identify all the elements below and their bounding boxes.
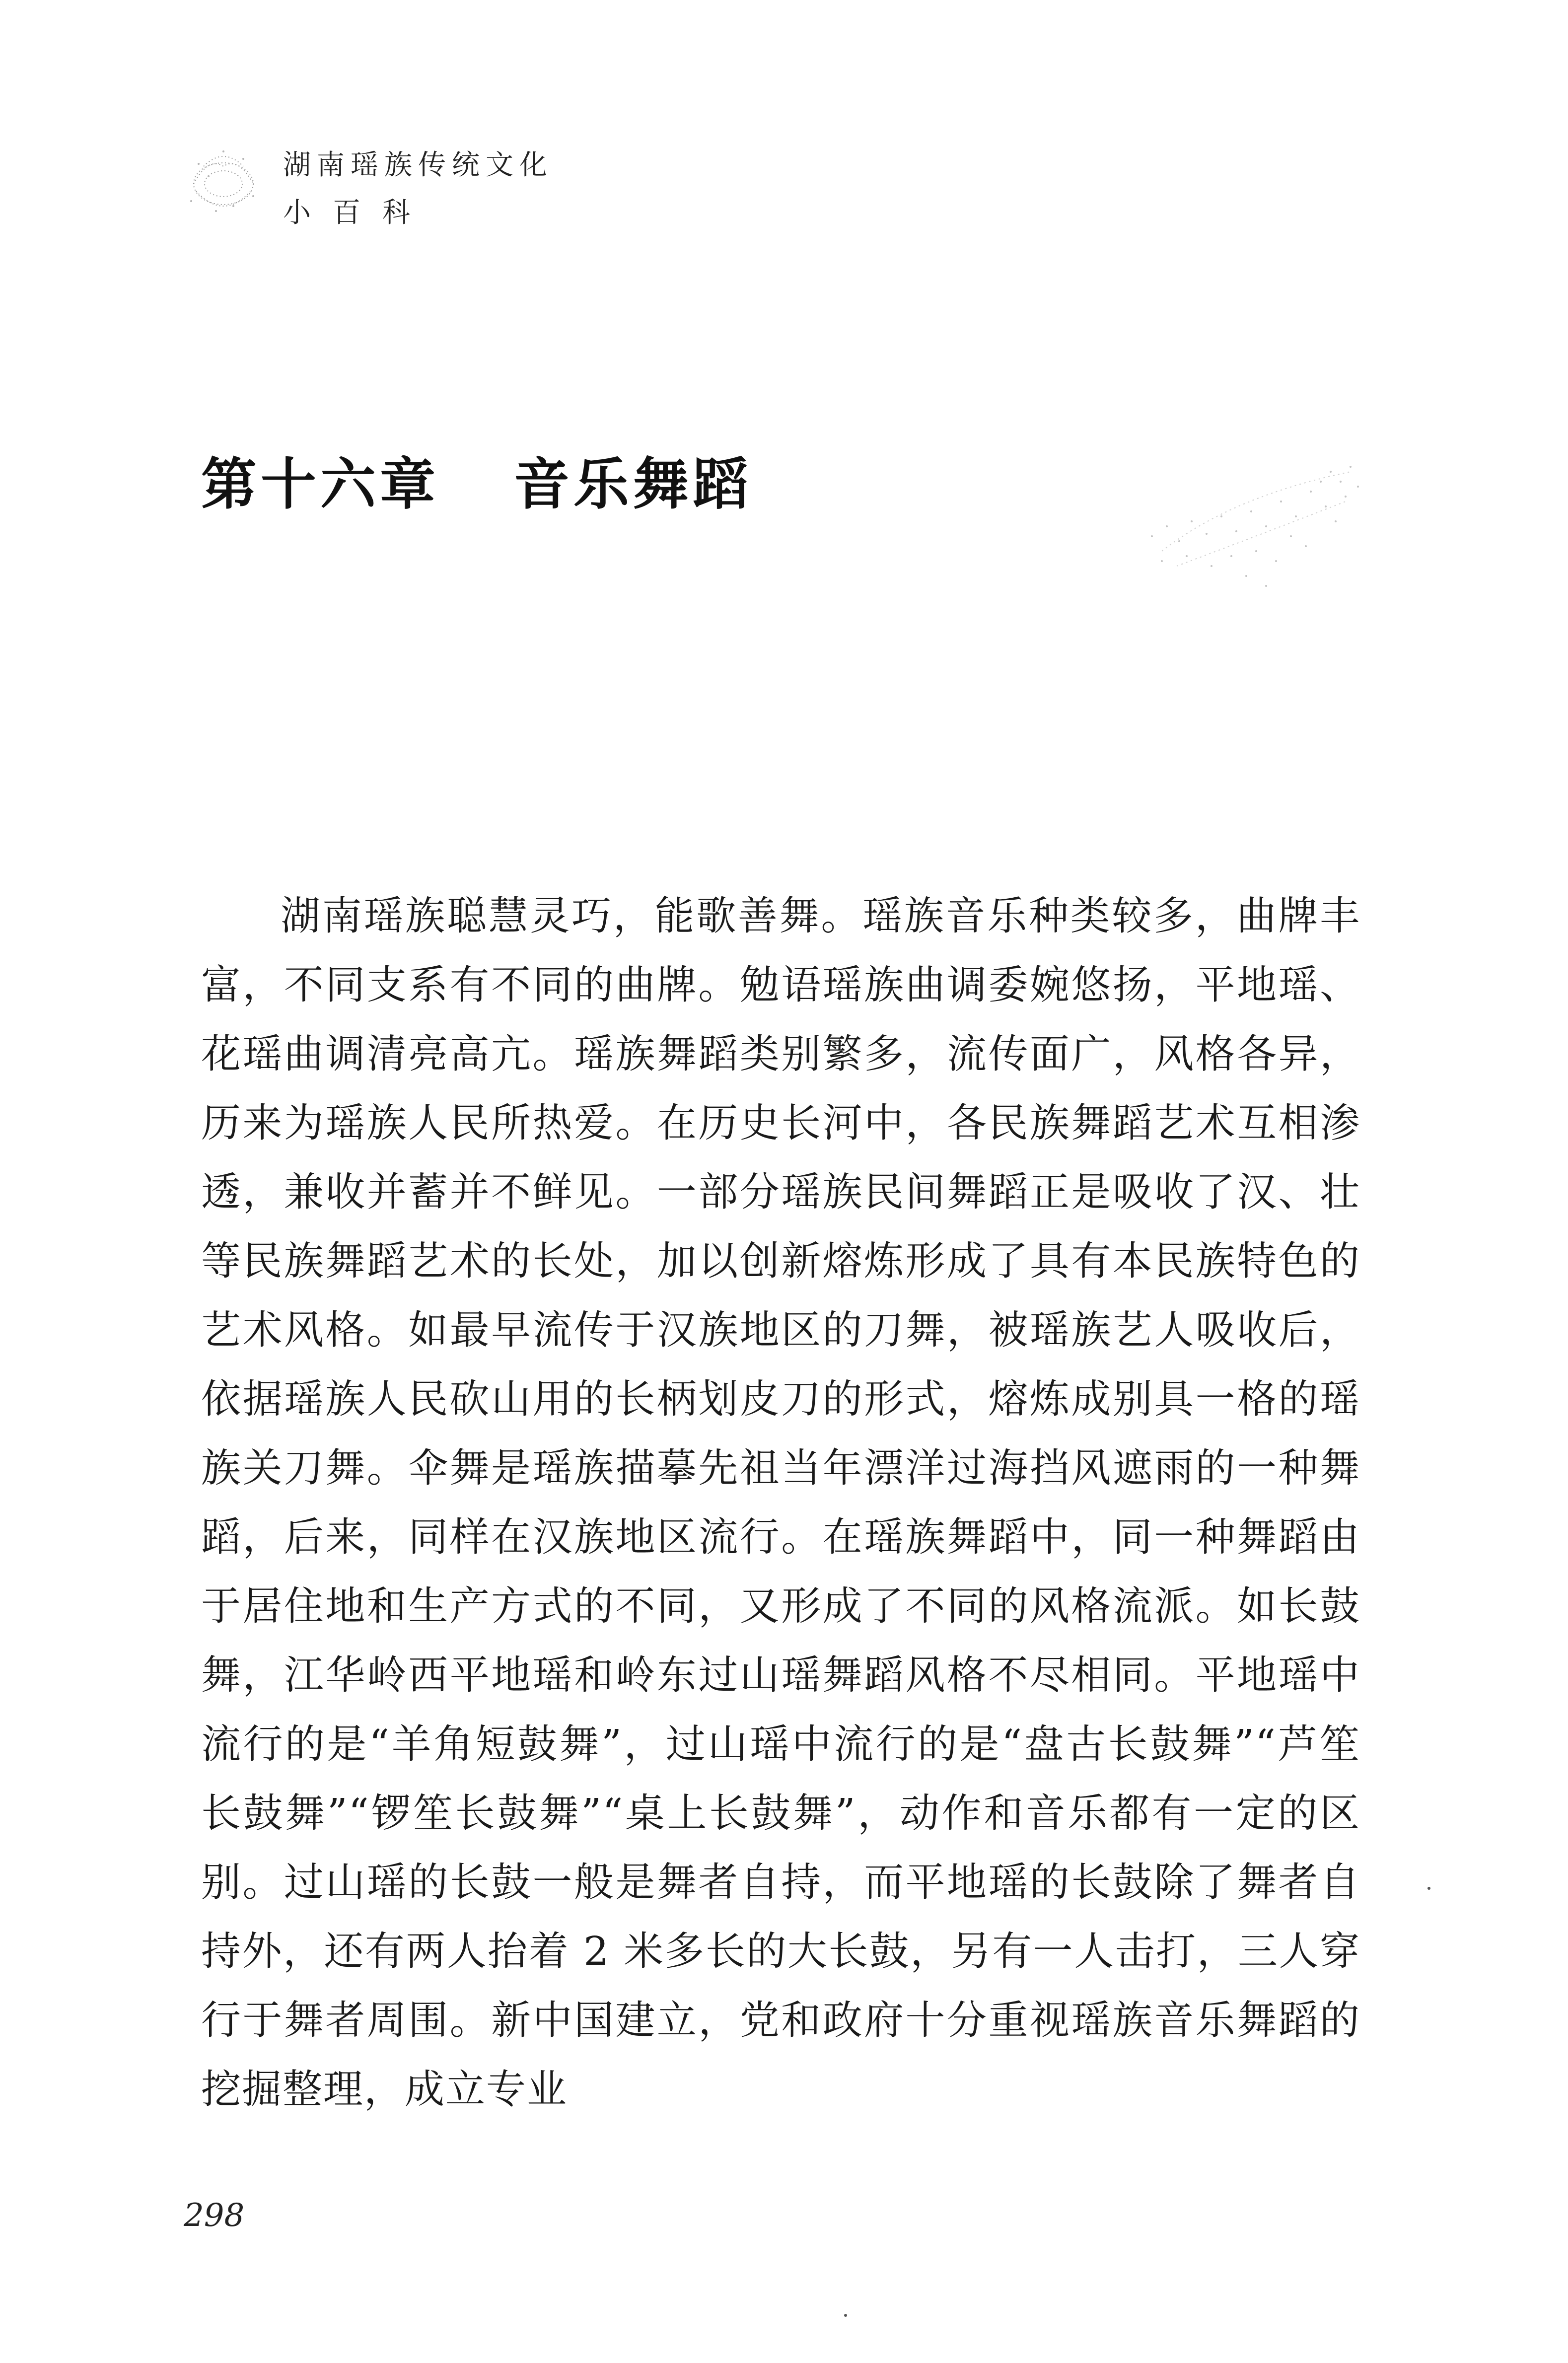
series-subtitle: 小百科 <box>283 197 432 229</box>
chapter-title: 音乐舞蹈 <box>514 452 752 517</box>
running-header <box>184 146 631 227</box>
page-number: 298 <box>184 2197 245 2234</box>
chapter-number: 第十六章 <box>201 452 439 517</box>
scan-speck <box>1427 1887 1430 1890</box>
chapter-heading <box>201 452 752 517</box>
speckle-ornament-icon <box>1132 437 1370 601</box>
series-title: 湖南瑶族传统文化 <box>283 149 553 181</box>
body-paragraph: 湖南瑶族聪慧灵巧，能歌善舞。瑶族音乐种类较多，曲牌丰富，不同支系有不同的曲牌。勉语瑶族曲调委婉悠扬，平地瑶、花瑶曲调清亮高亢。瑶族舞蹈类别繁多，流传面广，风格各异，历来为瑶族人民所热爱。在历史长河中，各民族舞蹈艺术互相渗透，兼收并蓄并不鲜见。一部分瑶族民间舞蹈正是吸收了汉、壮等民族舞蹈艺术的长处，加以创新熔炼形成了具有本民族特色的艺术风格。如最早流传于汉族地区的刀舞，被瑶族艺人吸收后，依据瑶族人民砍山用的长柄划皮刀的形式，熔炼成别具一格的瑶族关刀舞。伞舞是瑶族描摹先祖当年漂洋过海挡风遮雨的一种舞蹈，后来，同样在汉族地区流行。在瑶族舞蹈中，同一种舞蹈由于居住地和生产方式的不同，又形成了不同的风格流派。如长鼓舞，江华岭西平地瑶和岭东过山瑶舞蹈风格不尽相同。平地瑶中流行的是“羊角短鼓舞”，过山瑶中流行的是“盘古长鼓舞”“芦笙长鼓舞”“锣笙长鼓舞”“桌上长鼓舞”，动作和音乐都有一定的区别。过山瑶的长鼓一般是舞者自持，而平地瑶的长鼓除了舞者自持外，还有两人抬着 2 米多长的大长鼓，另有一人击打，三人穿行于舞者周围。新中国建立，党和政府十分重视瑶族音乐舞蹈的挖掘整理，成立专业 <box>201 893 1360 2112</box>
scan-speck <box>844 2314 847 2317</box>
